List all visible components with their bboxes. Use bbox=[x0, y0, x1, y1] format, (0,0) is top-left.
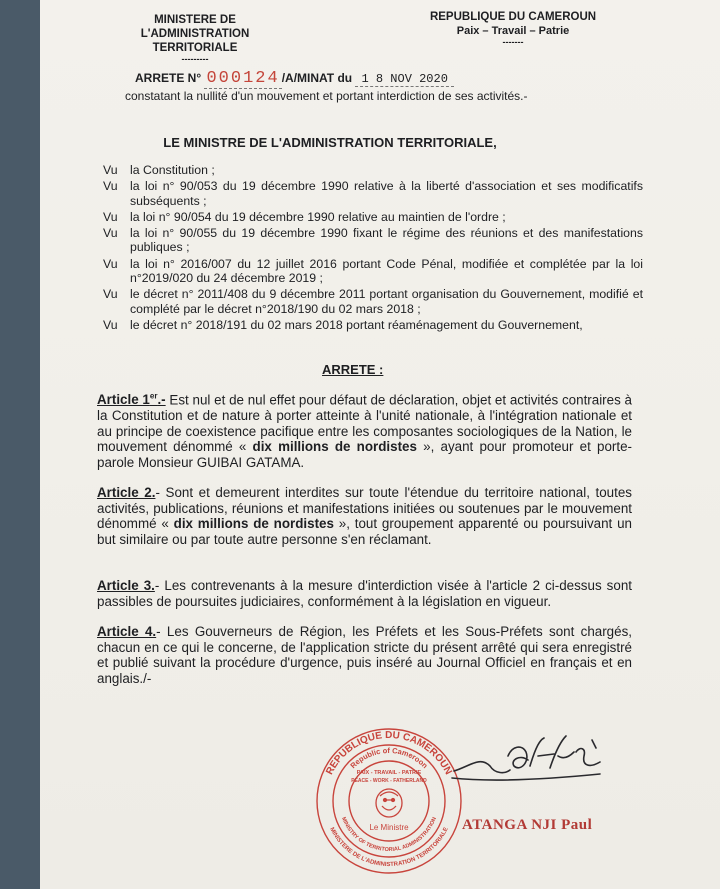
vu-label: Vu bbox=[103, 256, 118, 271]
republic-name: REPUBLIQUE DU CAMEROUN bbox=[429, 11, 597, 23]
movement-name: dix millions de nordistes bbox=[173, 516, 334, 532]
seal-outer-bottom: MINISTERE DE L'ADMINISTRATION TERRITORIALE bbox=[328, 826, 450, 869]
decree-subtitle: constatant la nullité d'un mouvement et portant interdiction de ses activités.- bbox=[125, 89, 528, 103]
ministry-name-line2: TERRITORIALE bbox=[152, 42, 238, 54]
vu-text: la Constitution ; bbox=[130, 163, 215, 177]
article-3: Article 3.- Les contrevenants à la mesure d'interdiction visée à l'article 2 ci-dessus sont passibles de poursuites judiciaires, conformément à la législation en vigueur. bbox=[97, 578, 632, 609]
seal-motto-en: PEACE - WORK - FATHERLAND bbox=[351, 778, 427, 784]
vu-label: Vu bbox=[103, 179, 118, 194]
article-2-text-a: Sont et demeurent interdites sur toute l'étendue du territoire national, toutes activités, publications, réunions et manifestations initiées ou soutenues par le mouvement dénommé « bbox=[97, 485, 632, 532]
decree-prefix: ARRETE N° bbox=[135, 71, 202, 85]
vu-item bbox=[103, 226, 643, 255]
movement-name: dix millions de nordistes bbox=[252, 439, 417, 455]
decree-reference bbox=[135, 69, 454, 88]
minister-signature bbox=[450, 726, 630, 786]
vu-label: Vu bbox=[103, 163, 118, 177]
vu-item bbox=[103, 318, 643, 332]
signer-name: ATANGA NJI Paul bbox=[462, 817, 593, 833]
minister-title: LE MINISTRE DE L'ADMINISTRATION TERRITORIALE, bbox=[163, 135, 497, 150]
article-4-label: Article 4. bbox=[97, 624, 157, 639]
vu-text: le décret n° 2018/191 du 02 mars 2018 portant réaménagement du Gouvernement, bbox=[130, 317, 583, 332]
ministry-name-line1: MINISTERE DE L'ADMINISTRATION bbox=[140, 14, 250, 40]
republic-header bbox=[423, 10, 603, 46]
vu-label: Vu bbox=[103, 209, 118, 224]
vu-text: la loi n° 90/055 du 19 décembre 1990 fixant le régime des réunions et des manifestations publiques ; bbox=[130, 226, 643, 255]
article-3-label: Article 3. bbox=[97, 578, 155, 593]
seal-motto-fr: PAIX - TRAVAIL - PATRIE bbox=[356, 770, 422, 776]
decree-number: 000124 bbox=[206, 69, 280, 88]
republic-motto: Paix – Travail – Patrie bbox=[456, 25, 570, 37]
article-1-label: Article 1er.- bbox=[97, 392, 166, 408]
seal-inner-top: Republic of Cameroon bbox=[348, 745, 430, 771]
vu-item bbox=[103, 257, 643, 286]
coat-of-arms-icon bbox=[376, 789, 402, 817]
vu-text: le décret n° 2011/408 du 9 décembre 2011 portant organisation du Gouvernement, modifié et complété par le décret n°2018/190 du 02 mars 2018 ; bbox=[130, 287, 643, 316]
article-2-label: Article 2. bbox=[97, 485, 156, 500]
official-seal bbox=[314, 726, 464, 876]
article-2: Article 2.- Sont et demeurent interdites sur toute l'étendue du territoire national, toutes activités, publications, réunions et manifestations initiées ou soutenues par le mouvement dénommé « dix millions de nordistes », tout groupement apparenté ou poursuivant un but similaire ou par toute autre personne s'en réclamant. bbox=[97, 485, 632, 547]
vu-item bbox=[103, 210, 643, 224]
article-4-text: Les Gouverneurs de Région, les Préfets et les Sous-Préfets sont chargés, chacun en ce qui le concerne, de l'application stricte du présent arrêté qui sera enregistré et publié suivant la procédure d'urgence, puis inséré au Journal Officiel en français et en anglais./- bbox=[97, 624, 632, 686]
article-3-text: Les contrevenants à la mesure d'interdiction visée à l'article 2 ci-dessus sont passibles de poursuites judiciaires, conformément à la législation en vigueur. bbox=[97, 578, 632, 609]
vu-text: la loi n° 90/053 du 19 décembre 1990 relative à la liberté d'association et ses modificatifs subséquents ; bbox=[130, 179, 643, 208]
seal-inner-bottom: MINISTRY OF TERRITORIAL ADMINISTRATION bbox=[340, 816, 438, 854]
article-4: Article 4.- Les Gouverneurs de Région, les Préfets et les Sous-Préfets sont chargés, chacun en ce qui le concerne, de l'application stricte du présent arrêté qui sera enregistré et publié suivant la procédure d'urgence, puis inséré au Journal Officiel en français et en anglais./- bbox=[97, 624, 632, 686]
seal-outer-top: REPUBLIQUE DU CAMEROUN bbox=[324, 729, 454, 777]
article-1-text-b: », ayant pour promoteur et porte-parole Monsieur GUIBAI GATAMA. bbox=[97, 439, 632, 470]
vu-label: Vu bbox=[103, 317, 118, 332]
republic-dash: ------- bbox=[502, 37, 524, 47]
ministry-dash: --------- bbox=[181, 54, 209, 64]
decree-date: 1 8 NOV 2020 bbox=[355, 72, 453, 87]
vu-text: la loi n° 90/054 du 19 décembre 1990 relative au maintien de l'ordre ; bbox=[130, 209, 506, 224]
vu-list bbox=[103, 163, 643, 334]
article-1-text-a: Est nul et de nul effet pour défaut de déclaration, objet et activités contraires à la Constitution et de nature à porter atteinte à l'unité nationale, à l'intégration nationale et au principe de coexistence pacifique entre les composantes sociologiques de la Nation, le mouvement dénommé « bbox=[97, 392, 632, 455]
vu-label: Vu bbox=[103, 287, 118, 302]
article-1 bbox=[97, 389, 632, 470]
decree-suffix: /A/MINAT du bbox=[281, 71, 353, 85]
decree-document bbox=[40, 0, 720, 889]
arrete-heading: ARRETE : bbox=[322, 362, 384, 377]
vu-item bbox=[103, 287, 643, 316]
vu-text: la loi n° 2016/007 du 12 juillet 2016 portant Code Pénal, modifiée et complétée par la loi n°2019/020 du 24 décembre 2019 ; bbox=[130, 256, 643, 286]
vu-item bbox=[103, 179, 643, 208]
vu-item bbox=[103, 163, 643, 177]
ministry-header bbox=[100, 13, 290, 63]
vu-label: Vu bbox=[103, 226, 118, 241]
article-2-text-b: », tout groupement apparenté ou poursuivant un but similaire ou par toute autre personne s'en réclamant. bbox=[97, 516, 632, 547]
seal-center-label: Le Ministre bbox=[369, 823, 409, 832]
